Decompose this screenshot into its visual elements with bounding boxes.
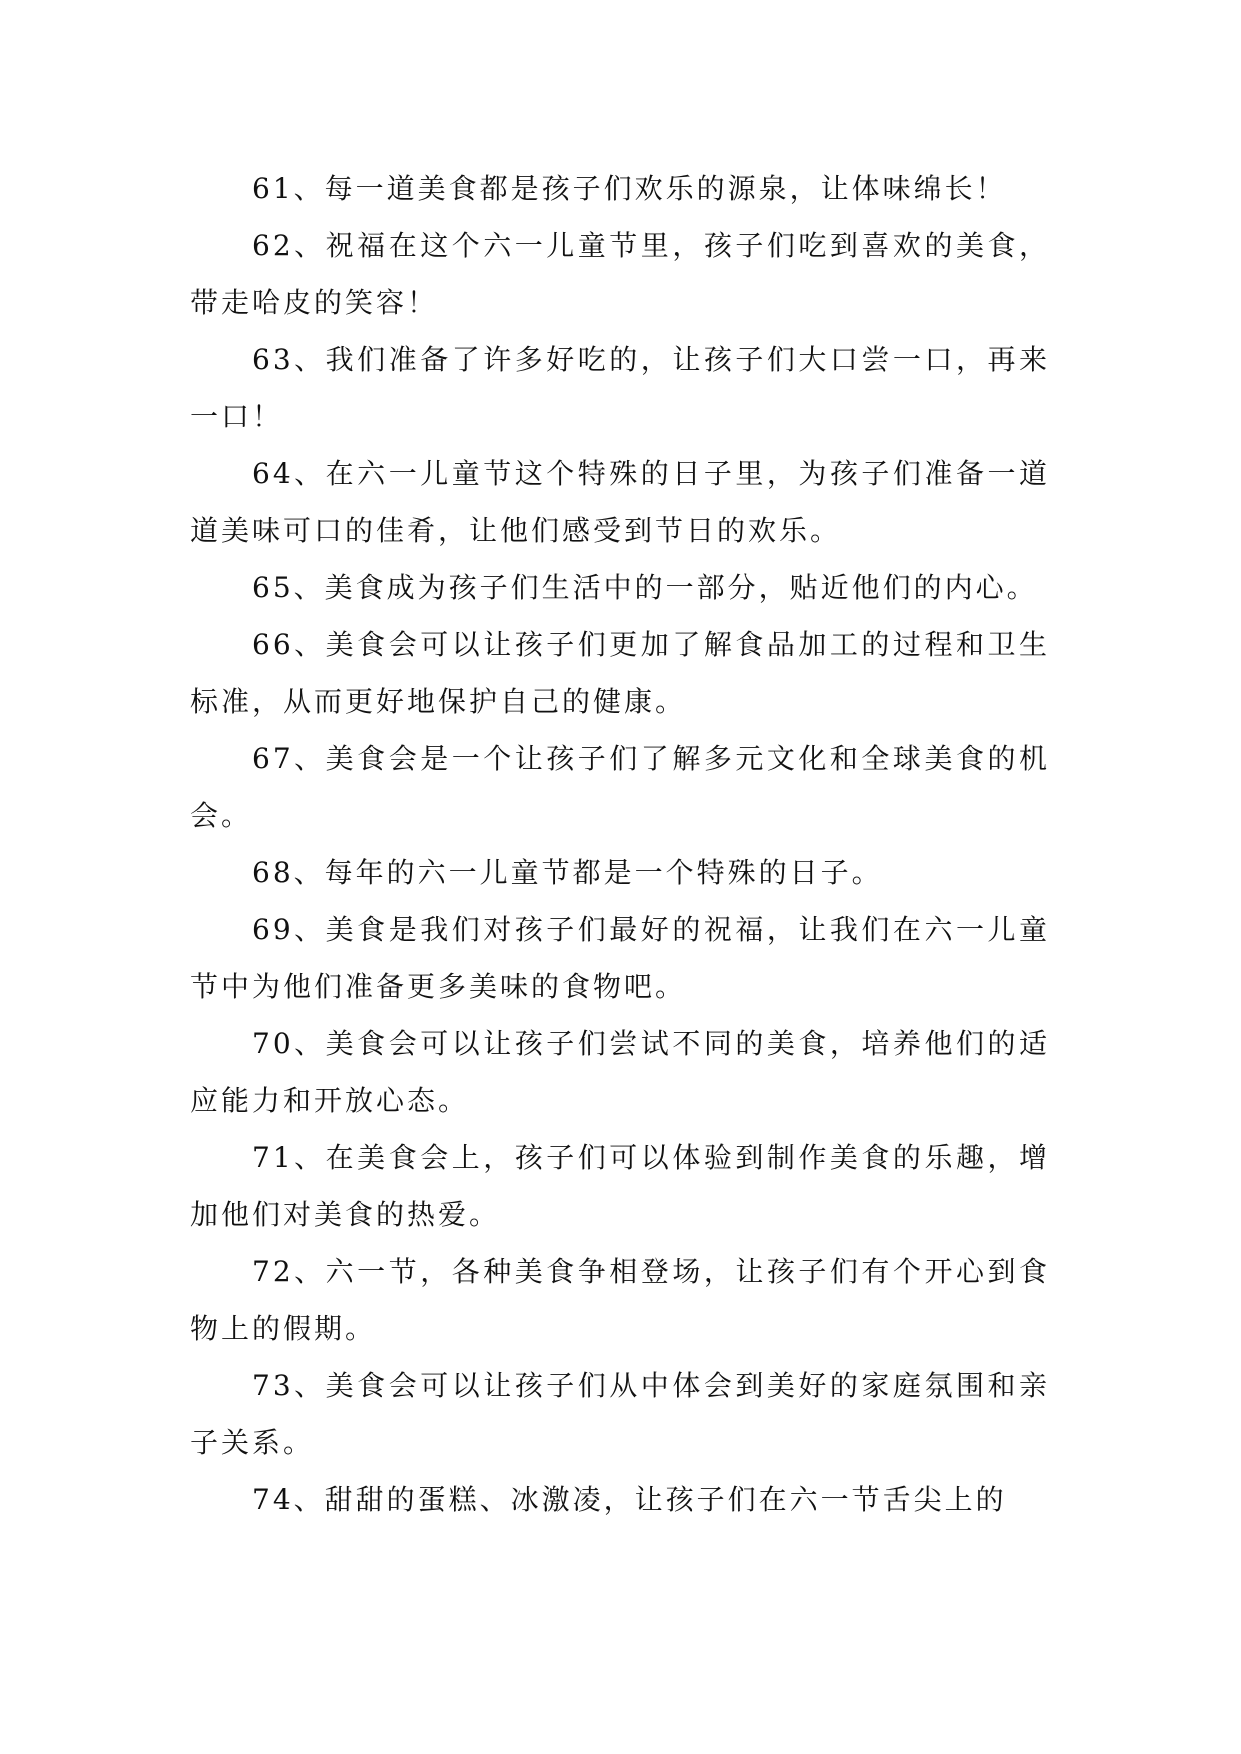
paragraph-68: 68、每年的六一儿童节都是一个特殊的日子。 xyxy=(252,856,883,889)
paragraph-61: 61、每一道美食都是孩子们欢乐的源泉，让体味绵长！ xyxy=(252,172,1007,205)
paragraph-67: 67、美食会是一个让孩子们了解多元文化和全球美食的机会。 xyxy=(190,742,1050,832)
paragraph-69: 69、美食是我们对孩子们最好的祝福，让我们在六一儿童节中为他们准备更多美味的食物吧。 xyxy=(190,913,1050,1003)
paragraph-64: 64、在六一儿童节这个特殊的日子里，为孩子们准备一道道美味可口的佳肴，让他们感受到节日的欢乐。 xyxy=(190,457,1050,547)
paragraph-73: 73、美食会可以让孩子们从中体会到美好的家庭氛围和亲子关系。 xyxy=(190,1369,1050,1459)
paragraph-62: 62、祝福在这个六一儿童节里，孩子们吃到喜欢的美食，带走哈皮的笑容！ xyxy=(190,229,1050,319)
paragraph-74: 74、甜甜的蛋糕、冰激凌，让孩子们在六一节舌尖上的 xyxy=(252,1483,1007,1516)
paragraph-63: 63、我们准备了许多好吃的，让孩子们大口尝一口，再来一口！ xyxy=(190,343,1050,433)
paragraph-71: 71、在美食会上，孩子们可以体验到制作美食的乐趣，增加他们对美食的热爱。 xyxy=(190,1141,1050,1231)
paragraph-66: 66、美食会可以让孩子们更加了解食品加工的过程和卫生标准，从而更好地保护自己的健康。 xyxy=(190,628,1050,718)
paragraph-70: 70、美食会可以让孩子们尝试不同的美食，培养他们的适应能力和开放心态。 xyxy=(190,1027,1050,1117)
document-body xyxy=(190,160,1050,1528)
paragraph-72: 72、六一节，各种美食争相登场，让孩子们有个开心到食物上的假期。 xyxy=(190,1255,1050,1345)
paragraph-65: 65、美食成为孩子们生活中的一部分，贴近他们的内心。 xyxy=(252,571,1038,604)
